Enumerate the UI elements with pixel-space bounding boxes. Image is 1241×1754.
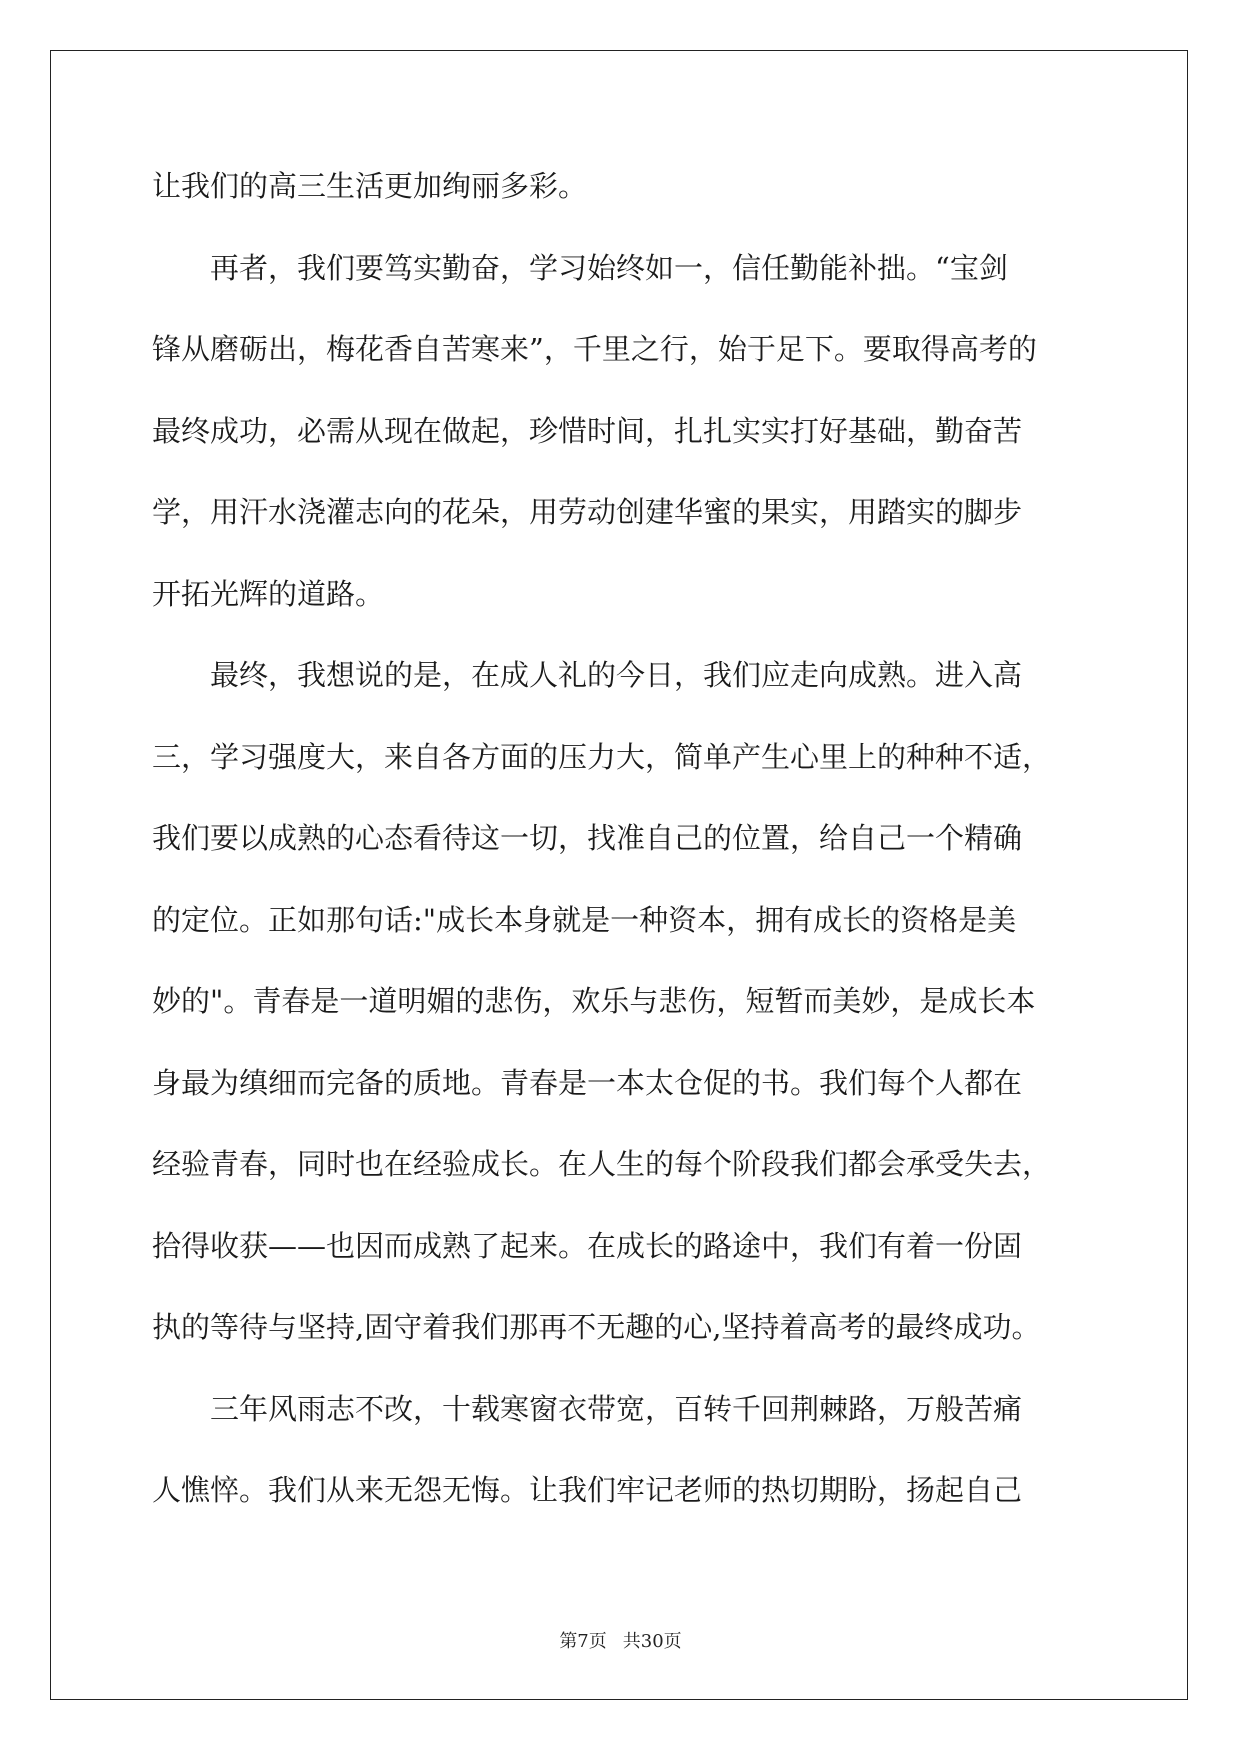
- text-line: 妙的"。青春是一道明媚的悲伤，欢乐与悲伤，短暂而美妙，是成长本: [152, 984, 1036, 1018]
- text-line: 经验青春，同时也在经验成长。在人生的每个阶段我们都会承受失去，: [152, 1147, 1052, 1181]
- text-line: 让我们的高三生活更加绚丽多彩。: [152, 169, 588, 203]
- text-line: 执的等待与坚持,固守着我们那再不无趣的心,坚持着高考的最终成功。: [152, 1310, 1041, 1344]
- text-line: 再者，我们要笃实勤奋，学习始终如一，信任勤能补拙。“宝剑: [152, 250, 1008, 285]
- page-total: 共30页: [622, 1631, 682, 1652]
- text-line: 开拓光辉的道路。: [152, 576, 385, 611]
- page-footer: [0, 1627, 1241, 1653]
- text-line: 学，用汗水浇灌志向的花朵，用劳动创建华蜜的果实，用踏实的脚步: [152, 495, 1023, 529]
- text-line: 身最为缜细而完备的质地。青春是一本太仓促的书。我们每个人都在: [152, 1065, 1023, 1100]
- document-body: [152, 146, 1092, 1532]
- text-line: 三，学习强度大，来自各方面的压力大，简单产生心里上的种种不适，: [152, 739, 1052, 774]
- text-line: 我们要以成熟的心态看待这一切，找准自己的位置，给自己一个精确: [152, 821, 1023, 855]
- text-line: 最终成功，必需从现在做起，珍惜时间，扎扎实实打好基础，勤奋苦: [152, 413, 1023, 448]
- text-line: 锋从磨砺出，梅花香自苦寒来”，千里之行，始于足下。要取得高考的: [152, 332, 1037, 366]
- text-line: 三年风雨志不改，十载寒窗衣带宽，百转千回荆棘路，万般苦痛: [152, 1391, 1023, 1426]
- text-line: 人憔悴。我们从来无怨无悔。让我们牢记老师的热切期盼，扬起自己: [152, 1473, 1023, 1507]
- text-line: 最终，我想说的是，在成人礼的今日，我们应走向成熟。进入高: [152, 658, 1023, 692]
- text-line: 拾得收获——也因而成熟了起来。在成长的路途中，我们有着一份固: [152, 1228, 1023, 1263]
- text-line: 的定位。正如那句话:"成长本身就是一种资本，拥有成长的资格是美: [152, 902, 1017, 937]
- page-number: 第7页: [559, 1631, 607, 1652]
